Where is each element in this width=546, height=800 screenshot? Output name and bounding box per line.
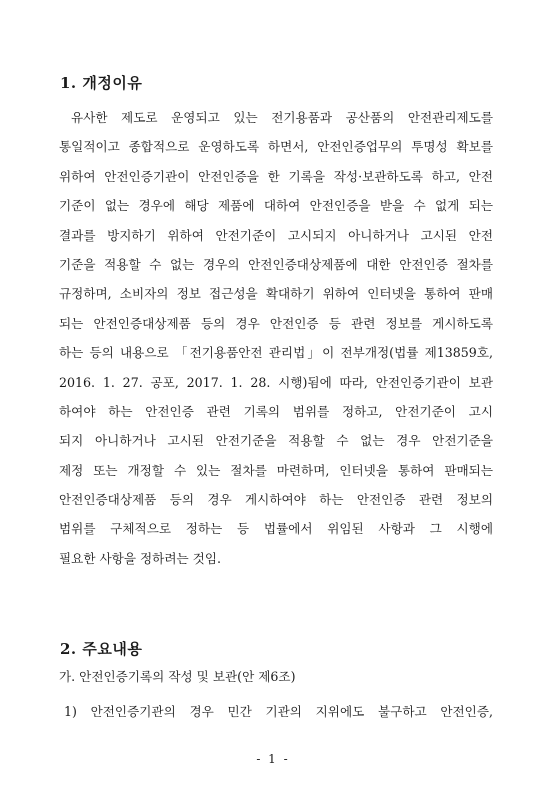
section-heading-main-content: 2. 주요내용	[60, 640, 143, 658]
section-heading-reason: 1. 개정이유	[60, 74, 143, 92]
list-item: 1) 안전인증기관의 경우 민간 기관의 지위에도 불구하고 안전인증,	[64, 704, 493, 719]
paragraph-line: 결과를 방지하기 위하여 안전기준이 고시되지 아니하거나 고시된 안전	[59, 227, 493, 243]
paragraph-line: 유사한 제도로 운영되고 있는 전기용품과 공산품의 안전관리제도를	[71, 110, 493, 125]
page-number: - 1 -	[256, 752, 290, 766]
paragraph-line: 통일적이고 종합적으로 운영하도록 하면서, 안전인증업무의 투명성 확보를	[59, 139, 493, 155]
paragraph-line: 되는 안전인증대상제품 등의 경우 안전인증 등 관련 정보를 게시하도록	[59, 315, 493, 331]
paragraph-line: 2016. 1. 27. 공포, 2017. 1. 28. 시행)됨에 따라, 안전인증기관이 보관	[59, 374, 493, 390]
paragraph-line: 기준을 적용할 수 없는 경우의 안전인증대상제품에 대한 안전인증 절차를	[59, 256, 493, 272]
paragraph-line: 필요한 사항을 정하려는 것임.	[59, 550, 221, 566]
paragraph-line: 하는 등의 내용으로 「전기용품안전 관리법」이 전부개정(법률 제13859호,	[59, 345, 493, 361]
paragraph-line: 기준이 없는 경우에 해당 제품에 대하여 안전인증을 받을 수 없게 되는	[59, 198, 493, 214]
paragraph-line: 위하여 안전인증기관이 안전인증을 한 기록을 작성·보관하도록 하고, 안전	[59, 168, 493, 184]
paragraph-line: 규정하며, 소비자의 정보 접근성을 확대하기 위하여 인터넷을 통하여 판매	[59, 286, 493, 302]
paragraph-line: 제정 또는 개정할 수 있는 절차를 마련하며, 인터넷을 통하여 판매되는	[59, 462, 493, 478]
paragraph-line: 되지 아니하거나 고시된 안전기준을 적용할 수 없는 경우 안전기준을	[59, 433, 493, 449]
subsection-heading: 가. 안전인증기록의 작성 및 보관(안 제6조)	[59, 669, 296, 684]
reason-paragraph	[59, 103, 493, 573]
paragraph-line: 하여야 하는 안전인증 관련 기록의 범위를 정하고, 안전기준이 고시	[59, 403, 493, 419]
paragraph-line: 안전인증대상제품 등의 경우 게시하여야 하는 안전인증 관련 정보의	[59, 492, 493, 508]
paragraph-line: 범위를 구체적으로 정하는 등 법률에서 위임된 사항과 그 시행에	[59, 521, 493, 537]
